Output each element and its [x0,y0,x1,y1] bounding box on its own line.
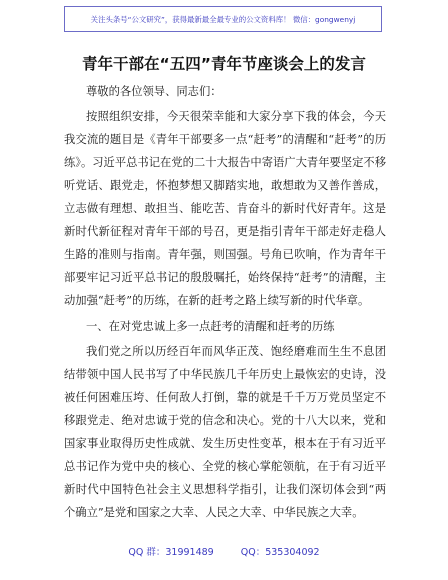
footer-contact [0,544,448,558]
paragraph-2: 我们党之所以历经百年而风华正茂、饱经磨难而生生不息团结带领中国人民书写了中华民族几千年历史上最恢宏的史诗，没被任何困难压垮、任何敌人打倒，靠的就是千千万万党员坚定不移跟党走、绝对忠诚于党的信念和决心。党的十八大以来，党和国家事业取得历史性成就、发生历史性变革，根本在于有习近平总书记作为党中央的核心、全党的核心掌舵领航，在于有习近平新时代中国特色社会主义思想科学指引，让我们深切体会到“两个确立”是党和国家之大幸、人民之大幸、中华民族之大幸。 [64,345,386,519]
header-notice-text: 关注头条号“公文研究”，获得最新最全最专业的公文资料库！ 微信：gongwenyj [90,14,356,24]
paragraph-1: 按照组织安排，今天很荣幸能和大家分享下我的体会，今天我交流的题目是《青年干部要多一点“赶考”的清醒和“赶考”的历练》。习近平总书记在党的二十大报告中寄语广大青年要坚定不移听党话、跟党走，怀抱梦想又脚踏实地，敢想敢为又善作善成，立志做有理想、敢担当、能吃苦、肯奋斗的新时代好青年。这是新时代新征程对青年干部的号召，更是指引青年干部走好走稳人生路的准则与指南。青年强，则国强。号角已吹响，作为青年干部要牢记习近平总书记的殷殷嘱托，始终保持“赶考”的清醒，主动加强“赶考”的历练，在新的赶考之路上续写新的时代华章。 [64,110,386,307]
section-1-heading: 一、在对党忠诚上多一点赶考的清醒和赶考的历练 [86,320,335,333]
document-title: 青年干部在“五四”青年节座谈会上的发言 [82,55,366,73]
document-body [64,80,386,524]
footer-qq: QQ：535304092 [240,547,320,558]
footer-qq-group: QQ 群：31991489 [128,547,214,558]
salutation: 尊敬的各位领导、同志们： [86,85,222,98]
header-notice-box [64,6,382,32]
